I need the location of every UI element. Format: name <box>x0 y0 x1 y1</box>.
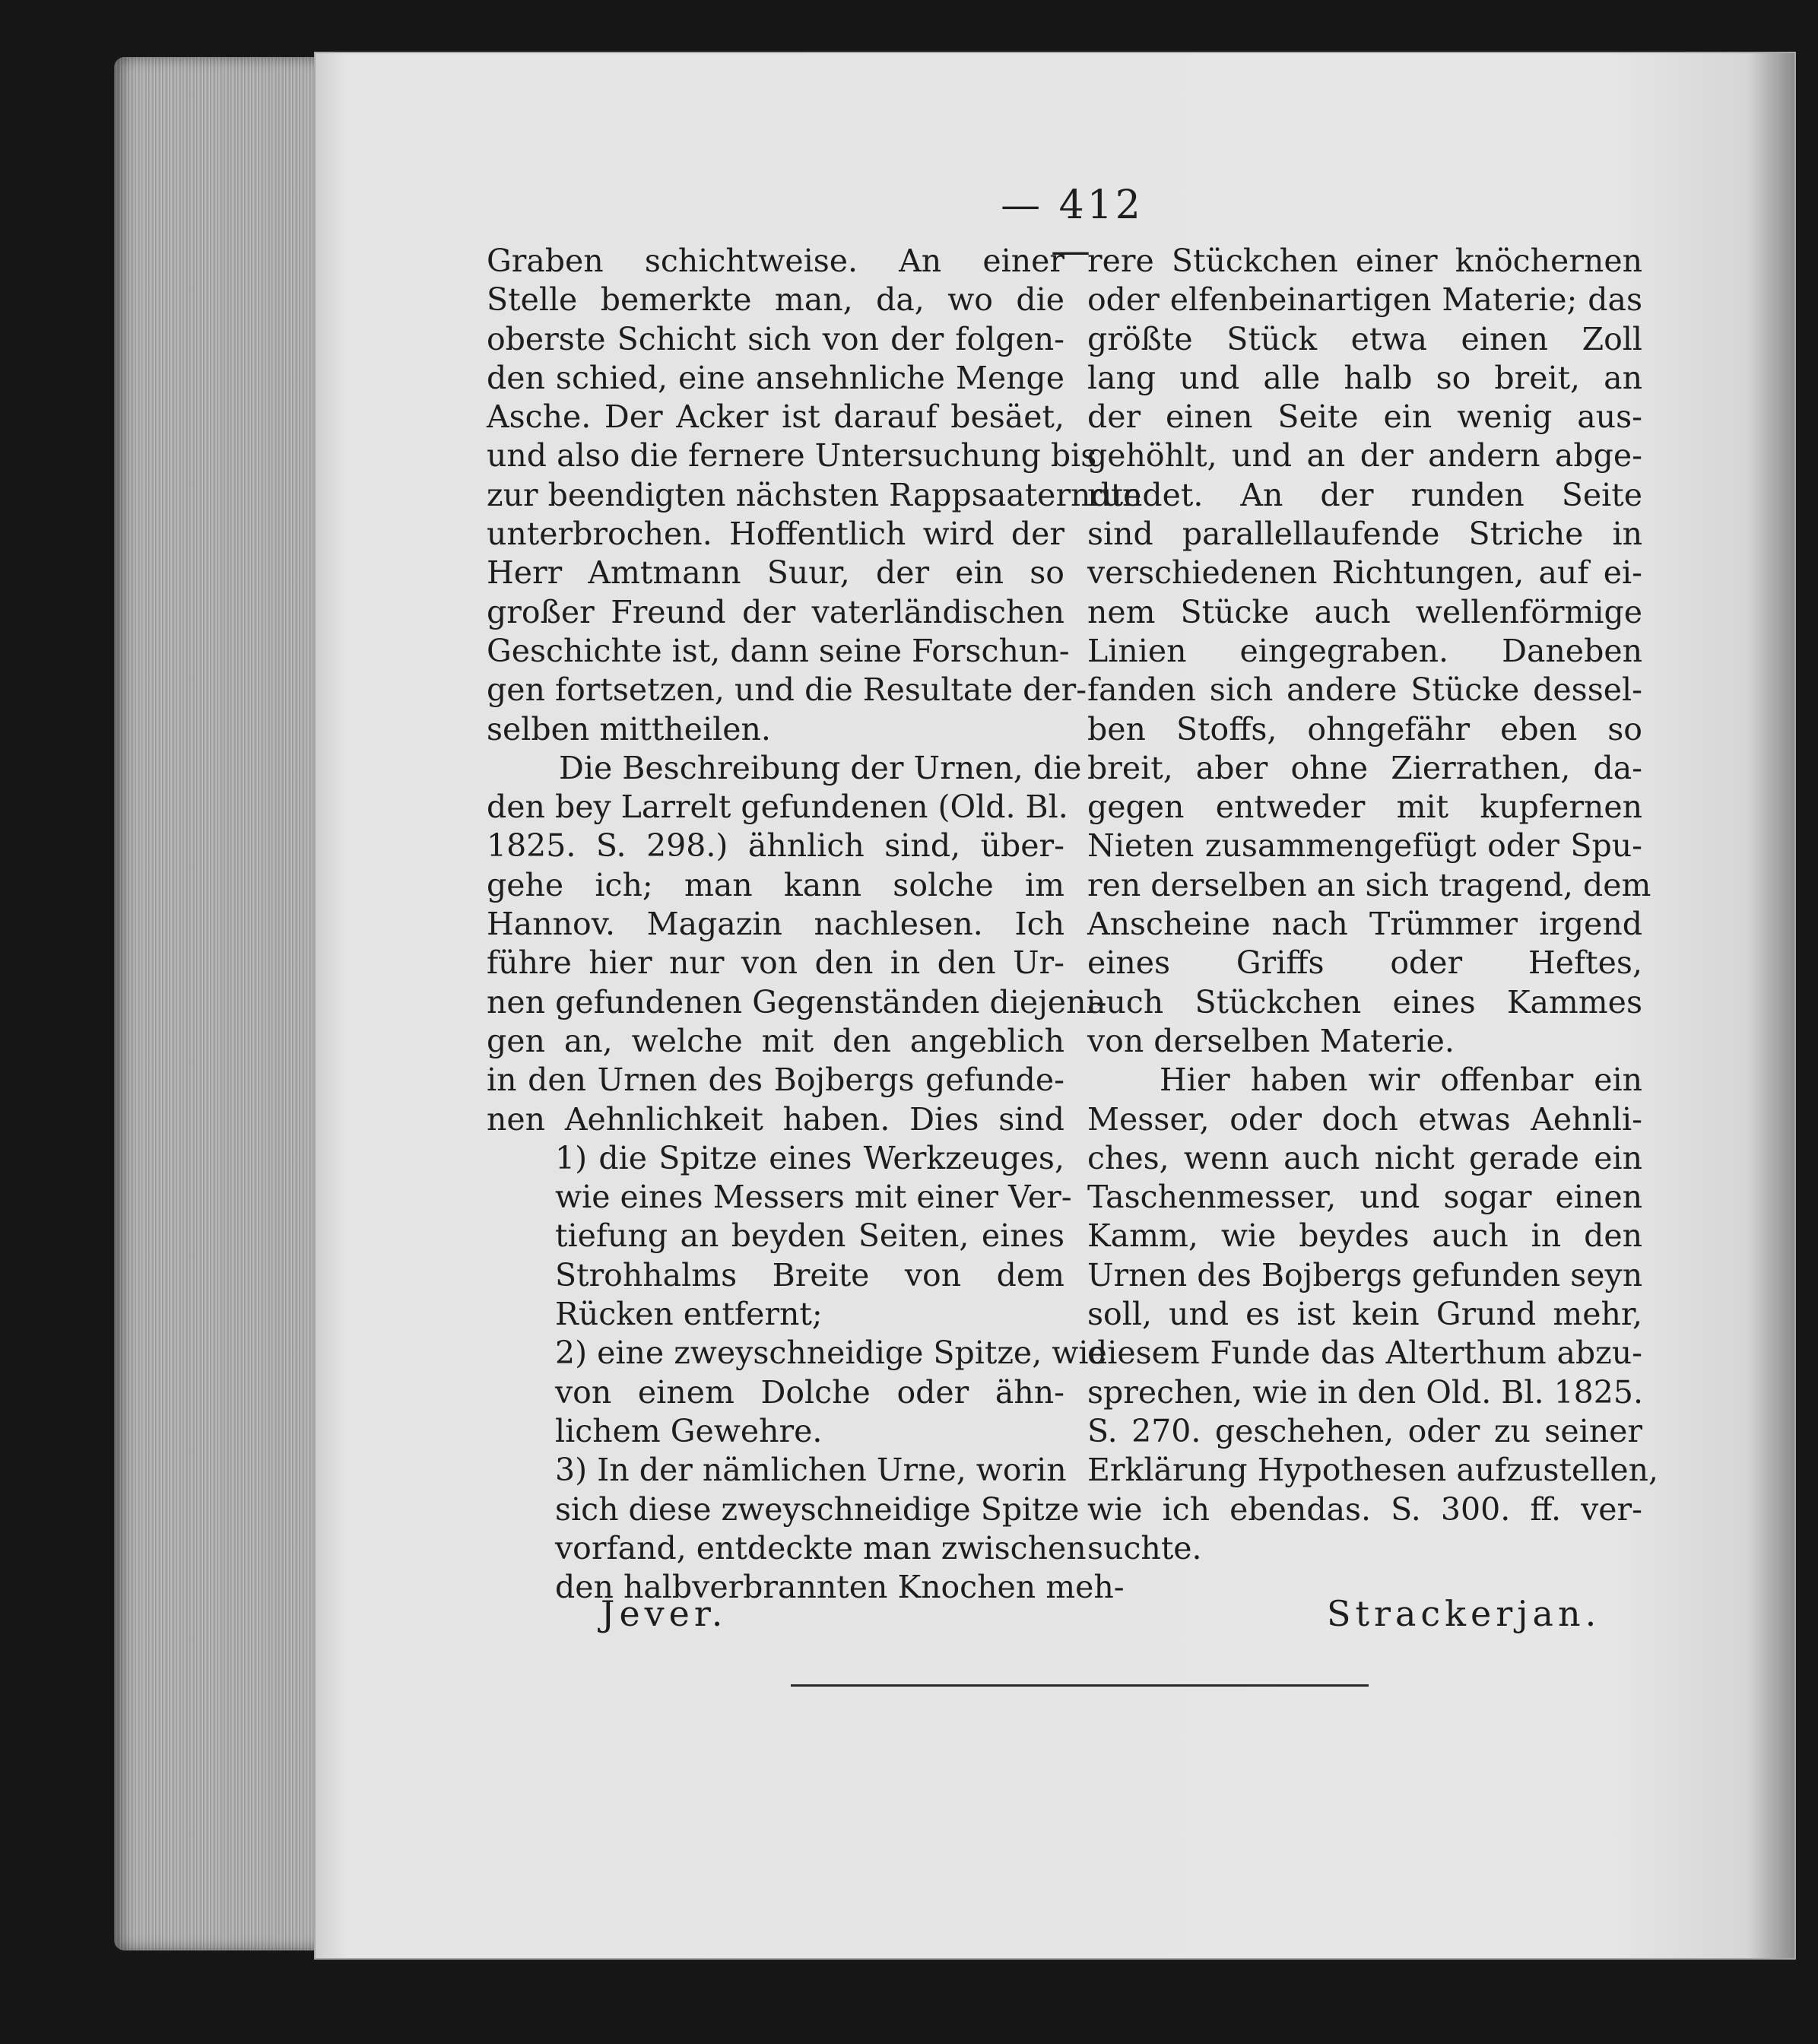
text-line: Urnen des Bojbergs gefunden seyn <box>1087 1256 1643 1293</box>
page-gutter-shadow <box>1749 53 1794 1958</box>
text-line: 1825. S. 298.) ähnlich sind, über- <box>487 827 1064 865</box>
text-line: auch Stückchen eines Kammes <box>1087 983 1642 1020</box>
text-line: Messer, oder doch etwas Aehnli- <box>1087 1100 1642 1138</box>
text-line: Linien eingegraben. Daneben <box>1087 632 1642 669</box>
text-line: nem Stücke auch wellenförmige <box>1087 593 1642 630</box>
text-line: Graben schichtweise. An einer <box>487 243 1064 279</box>
text-line: eines Griffs oder Heftes, <box>1087 944 1642 982</box>
text-line: Taschenmesser, und sogar einen <box>1087 1179 1642 1216</box>
text-line: gen fortsetzen, und die Resultate der- <box>487 671 1087 709</box>
text-line: unterbrochen. Hoffentlich wird der <box>487 516 1064 553</box>
text-line: nen gefundenen Gegenständen diejeni- <box>487 983 1107 1020</box>
text-line: zur beendigten nächsten Rappsaaterndte <box>487 476 1142 513</box>
text-line: Erklärung Hypothesen aufzustellen, <box>1087 1452 1659 1489</box>
text-line: von derselben Materie. <box>1087 1022 1455 1059</box>
text-line: Rücken entfernt; <box>555 1296 823 1333</box>
text-line: führe hier nur von den in den Ur- <box>487 944 1064 982</box>
text-line: Stelle bemerkte man, da, wo die <box>487 281 1064 319</box>
text-line: nen Aehnlichkeit haben. Dies sind <box>487 1100 1064 1138</box>
text-line: 3) In der nämlichen Urne, worin <box>555 1452 1067 1489</box>
text-line: suchte. <box>1087 1529 1202 1566</box>
text-line: gehe ich; man kann solche im <box>487 866 1064 903</box>
text-line: von einem Dolche oder ähn- <box>555 1373 1064 1411</box>
text-line: Asche. Der Acker ist darauf besäet, <box>487 398 1064 436</box>
text-line: ches, wenn auch nicht gerade ein <box>1087 1139 1642 1176</box>
text-line: soll, und es ist kein Grund mehr, <box>1087 1296 1642 1333</box>
text-line: und also die fernere Untersuchung bis <box>487 437 1097 474</box>
text-line: lichem Gewehre. <box>555 1412 823 1449</box>
text-line: diesem Funde das Alterthum abzu- <box>1087 1335 1642 1372</box>
text-line: Hier haben wir offenbar ein <box>1160 1062 1642 1099</box>
page-number: — 412 — <box>1001 182 1144 274</box>
text-line: lang und alle halb so breit, an <box>1087 359 1642 396</box>
text-line: ben Stoffs, ohngefähr eben so <box>1087 710 1642 747</box>
text-line: wie ich ebendas. S. 300. ff. ver- <box>1087 1490 1642 1528</box>
text-line: gehöhlt, und an der andern abge- <box>1087 437 1642 474</box>
text-line: verschiedenen Richtungen, auf ei- <box>1087 554 1642 592</box>
left-text-column <box>487 242 1142 1607</box>
text-line: in den Urnen des Bojbergs gefunde- <box>487 1062 1064 1099</box>
text-line: rundet. An der runden Seite <box>1087 476 1642 513</box>
text-line: oberste Schicht sich von der folgen- <box>487 320 1064 357</box>
text-line: fanden sich andere Stücke dessel- <box>1087 671 1642 709</box>
text-line: Anscheine nach Trümmer irgend <box>1087 906 1642 943</box>
author-signature: Strackerjan. <box>1327 1593 1601 1634</box>
text-line: großer Freund der vaterländischen <box>487 593 1064 630</box>
text-line: den bey Larrelt gefundenen (Old. Bl. <box>487 789 1068 826</box>
text-line: größte Stück etwa einen Zoll <box>1087 320 1642 357</box>
text-line: Kamm, wie beydes auch in den <box>1087 1217 1642 1255</box>
text-line: S. 270. geschehen, oder zu seiner <box>1087 1412 1642 1449</box>
text-line: ren derselben an sich tragend, dem <box>1087 866 1651 903</box>
place-signature: Jever. <box>601 1593 728 1634</box>
text-line: gegen entweder mit kupfernen <box>1087 789 1642 826</box>
text-line: 2) eine zweyschneidige Spitze, wie <box>555 1335 1107 1372</box>
text-line: sprechen, wie in den Old. Bl. 1825. <box>1087 1373 1643 1411</box>
text-line: Geschichte ist, dann seine Forschun- <box>487 632 1070 669</box>
text-line: Nieten zusammengefügt oder Spu- <box>1087 827 1642 865</box>
text-line: Strohhalms Breite von dem <box>555 1256 1064 1293</box>
text-line: den halbverbrannten Knochen meh- <box>555 1569 1125 1606</box>
text-line: den schied, eine ansehnliche Menge <box>487 359 1064 396</box>
text-line: sind parallellaufende Striche in <box>1087 516 1642 553</box>
text-line: breit, aber ohne Zierrathen, da- <box>1087 749 1642 786</box>
text-line: selben mittheilen. <box>487 710 771 747</box>
footer-rule <box>791 1684 1369 1687</box>
text-line: rere Stückchen einer knöchernen <box>1087 243 1642 279</box>
book-page-edges <box>114 57 319 1950</box>
text-line: der einen Seite ein wenig aus- <box>1087 398 1642 436</box>
text-line: tiefung an beyden Seiten, eines <box>555 1217 1064 1255</box>
text-line: Die Beschreibung der Urnen, die <box>559 749 1082 786</box>
text-line: sich diese zweyschneidige Spitze <box>555 1490 1080 1528</box>
text-line: oder elfenbeinartigen Materie; das <box>1087 281 1642 319</box>
text-line: Hannov. Magazin nachlesen. Ich <box>487 906 1064 943</box>
text-line: 1) die Spitze eines Werkzeuges, <box>555 1139 1064 1176</box>
text-line: wie eines Messers mit einer Ver- <box>555 1179 1072 1216</box>
text-line: Herr Amtmann Suur, der ein so <box>487 554 1064 592</box>
text-line: vorfand, entdeckte man zwischen <box>555 1529 1087 1566</box>
right-text-column <box>1087 242 1659 1568</box>
text-line: gen an, welche mit den angeblich <box>487 1022 1064 1059</box>
